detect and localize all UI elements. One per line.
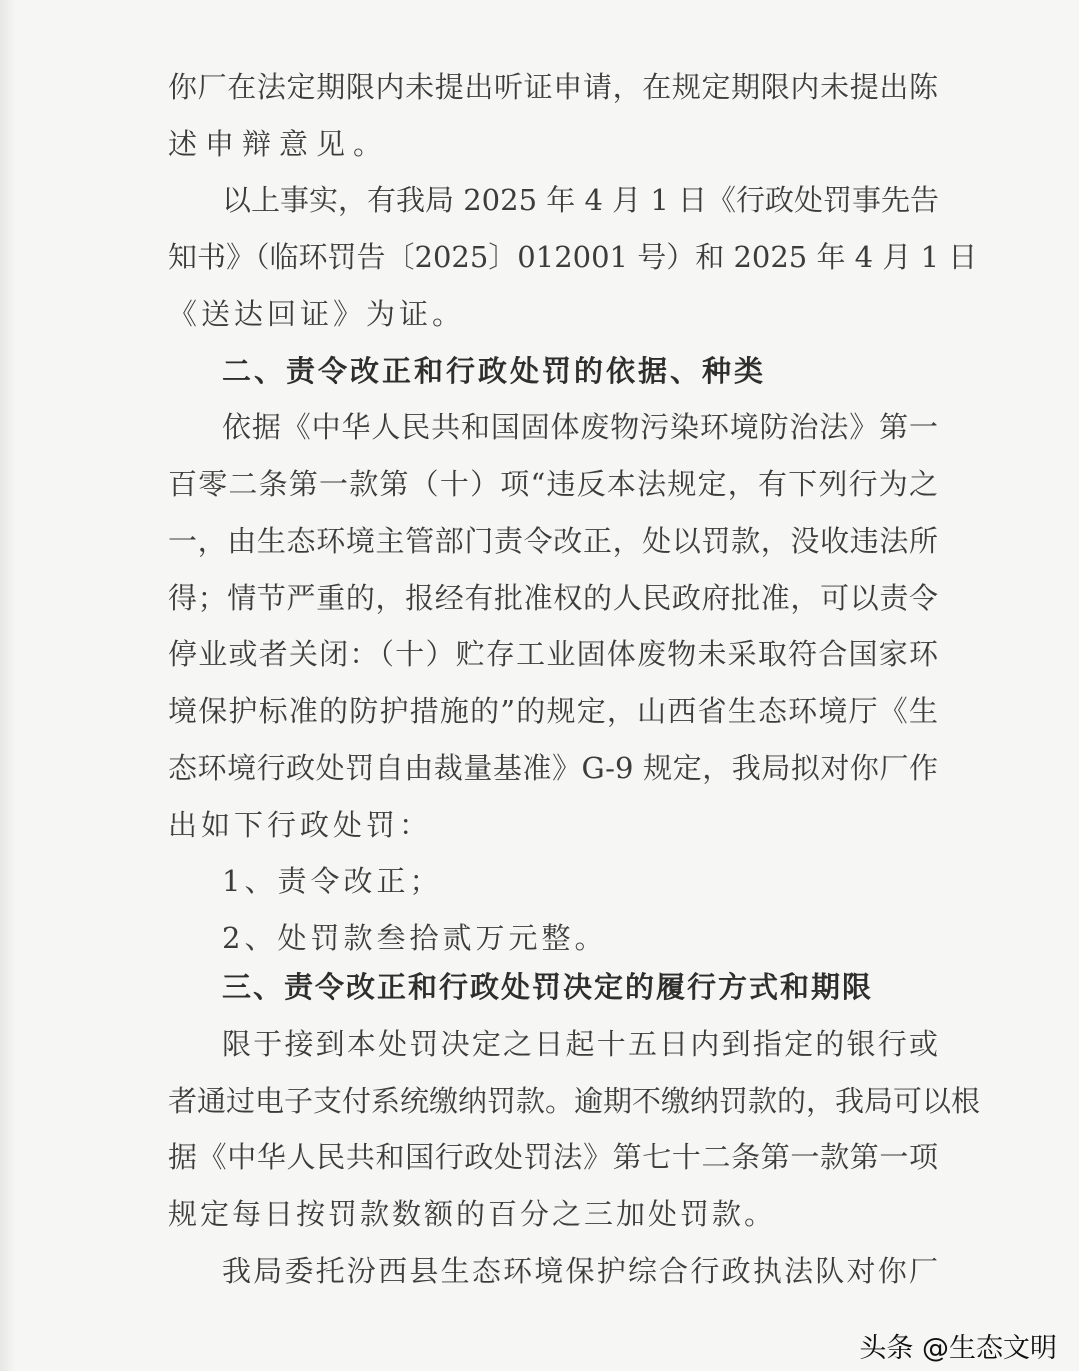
text-line: 百零二条第一款第（十）项“违反本法规定，有下列行为之 bbox=[168, 467, 938, 501]
text-line: 依据《中华人民共和国固体废物污染环境防治法》第一 bbox=[222, 410, 938, 444]
text-line: 我局委托汾西县生态环境保护综合行政执法队对你厂 bbox=[222, 1254, 938, 1288]
text-line: 以上事实，有我局 2025 年 4 月 1 日《行政处罚事先告 bbox=[222, 183, 940, 217]
text-line: 据《中华人民共和国行政处罚法》第七十二条第一款第一项 bbox=[168, 1140, 938, 1174]
list-item: 2、处罚款叁拾贰万元整。 bbox=[222, 921, 608, 955]
text-line: 规定每日按罚款数额的百分之三加处罚款。 bbox=[168, 1197, 777, 1231]
text-line: 你厂在法定期限内未提出听证申请，在规定期限内未提出陈 bbox=[168, 70, 938, 104]
list-item: 1、责令改正； bbox=[222, 864, 443, 898]
text-line: 境保护标准的防护措施的”的规定，山西省生态环境厅《生 bbox=[168, 694, 938, 728]
section-heading: 三、责令改正和行政处罚决定的履行方式和期限 bbox=[222, 970, 874, 1004]
text-line: 出如下行政处罚： bbox=[168, 808, 433, 842]
text-line: 限于接到本处罚决定之日起十五日内到指定的银行或 bbox=[222, 1027, 938, 1061]
text-line: 《送达回证》为证。 bbox=[168, 297, 466, 331]
source-watermark: 头条 @生态文明 bbox=[859, 1333, 1057, 1364]
text-line: 知书》（临环罚告〔2025〕012001 号）和 2025 年 4 月 1 日 bbox=[168, 240, 978, 274]
text-line: 得；情节严重的，报经有批准权的人民政府批准，可以责令 bbox=[168, 581, 938, 615]
scan-edge bbox=[0, 0, 16, 1371]
text-line: 态环境行政处罚自由裁量基准》G-9 规定，我局拟对你厂作 bbox=[168, 751, 938, 785]
text-line: 者通过电子支付系统缴纳罚款。逾期不缴纳罚款的，我局可以根 bbox=[168, 1084, 981, 1118]
text-line: 停业或者关闭：（十）贮存工业固体废物未采取符合国家环 bbox=[168, 637, 938, 671]
text-line: 述申辩意见。 bbox=[168, 127, 391, 161]
text-line: 一，由生态环境主管部门责令改正，处以罚款，没收违法所 bbox=[168, 524, 938, 558]
section-heading: 二、责令改正和行政处罚的依据、种类 bbox=[222, 354, 767, 388]
